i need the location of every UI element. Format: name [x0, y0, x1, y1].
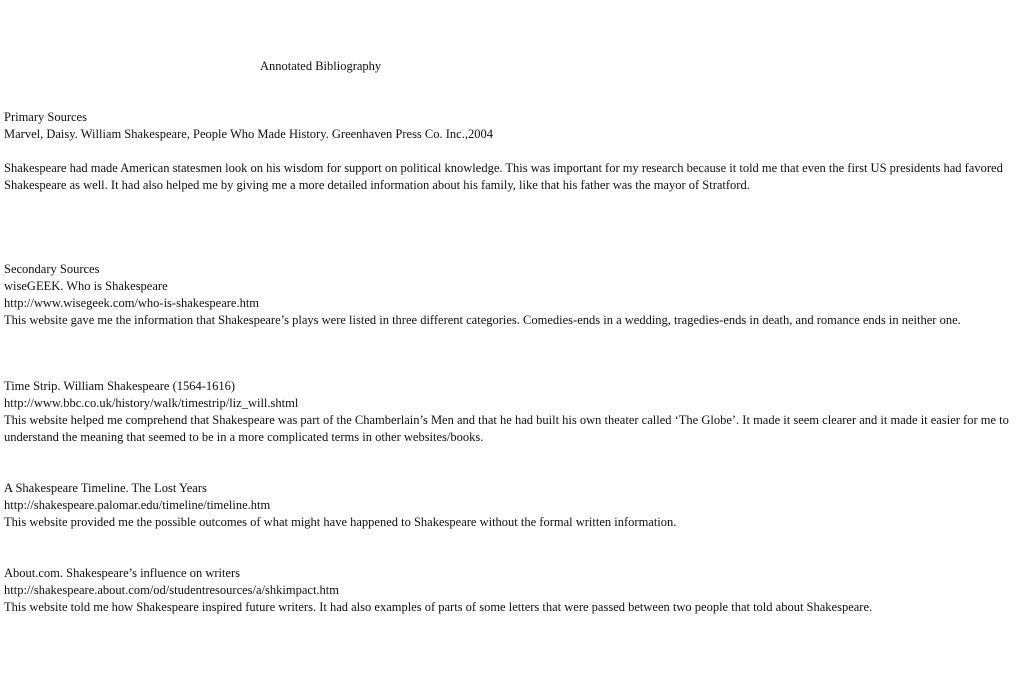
entry-citation: A Shakespeare Timeline. The Lost Years: [4, 481, 207, 495]
entry-citation: Time Strip. William Shakespeare (1564-1616): [4, 379, 236, 393]
primary-sources-section: [4, 109, 1009, 194]
entry-url: http://shakespeare.about.com/od/studentresources/a/shkimpact.htm: [4, 583, 339, 597]
primary-citation: Marvel, Daisy. William Shakespeare, People Who Made History. Greenhaven Press Co. Inc.,2004: [4, 127, 493, 141]
entry-annotation: This website gave me the information that Shakespeare’s plays were listed in three different categories. Comedies-ends in a wedding, tragedies-ends in death, and romance ends in neither one.: [4, 313, 961, 327]
secondary-sources-section: [4, 261, 1009, 329]
entry-citation: About.com. Shakespeare’s influence on writers: [4, 566, 241, 580]
entry-annotation: This website told me how Shakespeare inspired future writers. It had also examples of parts of some letters that were passed between two people that told about Shakespeare.: [4, 600, 873, 614]
entry-url: http://shakespeare.palomar.edu/timeline/timeline.htm: [4, 498, 271, 512]
entry-citation: wiseGEEK. Who is Shakespeare: [4, 279, 168, 293]
entry-url: http://www.wisegeek.com/who-is-shakespeare.htm: [4, 296, 260, 310]
entry-url: http://www.bbc.co.uk/history/walk/timestrip/liz_will.shtml: [4, 396, 299, 410]
secondary-sources-heading: Secondary Sources: [4, 262, 100, 276]
bibliography-entry: [4, 565, 1009, 616]
bibliography-entry: [4, 480, 1009, 531]
primary-annotation: Shakespeare had made American statesmen look on his wisdom for support on political knowledge. This was important for my research because it told me that even the first US presidents had favored Shakespeare as well. It had also helped me by giving me a more detailed information about his family, like that his father was the mayor of Stratford.: [4, 161, 1003, 192]
bibliography-entry: [4, 378, 1009, 446]
entry-annotation: This website provided me the possible outcomes of what might have happened to Shakespeare without the formal written information.: [4, 515, 677, 529]
document-title: Annotated Bibliography: [260, 59, 382, 73]
primary-sources-heading: Primary Sources: [4, 110, 87, 124]
entry-annotation: This website helped me comprehend that Shakespeare was part of the Chamberlain’s Men and that he had built his own theater called ‘The Globe’. It made it seem clearer and it made it easier for me to understand the meaning that seemed to be in a more complicated terms in other websites/books.: [4, 413, 1009, 444]
